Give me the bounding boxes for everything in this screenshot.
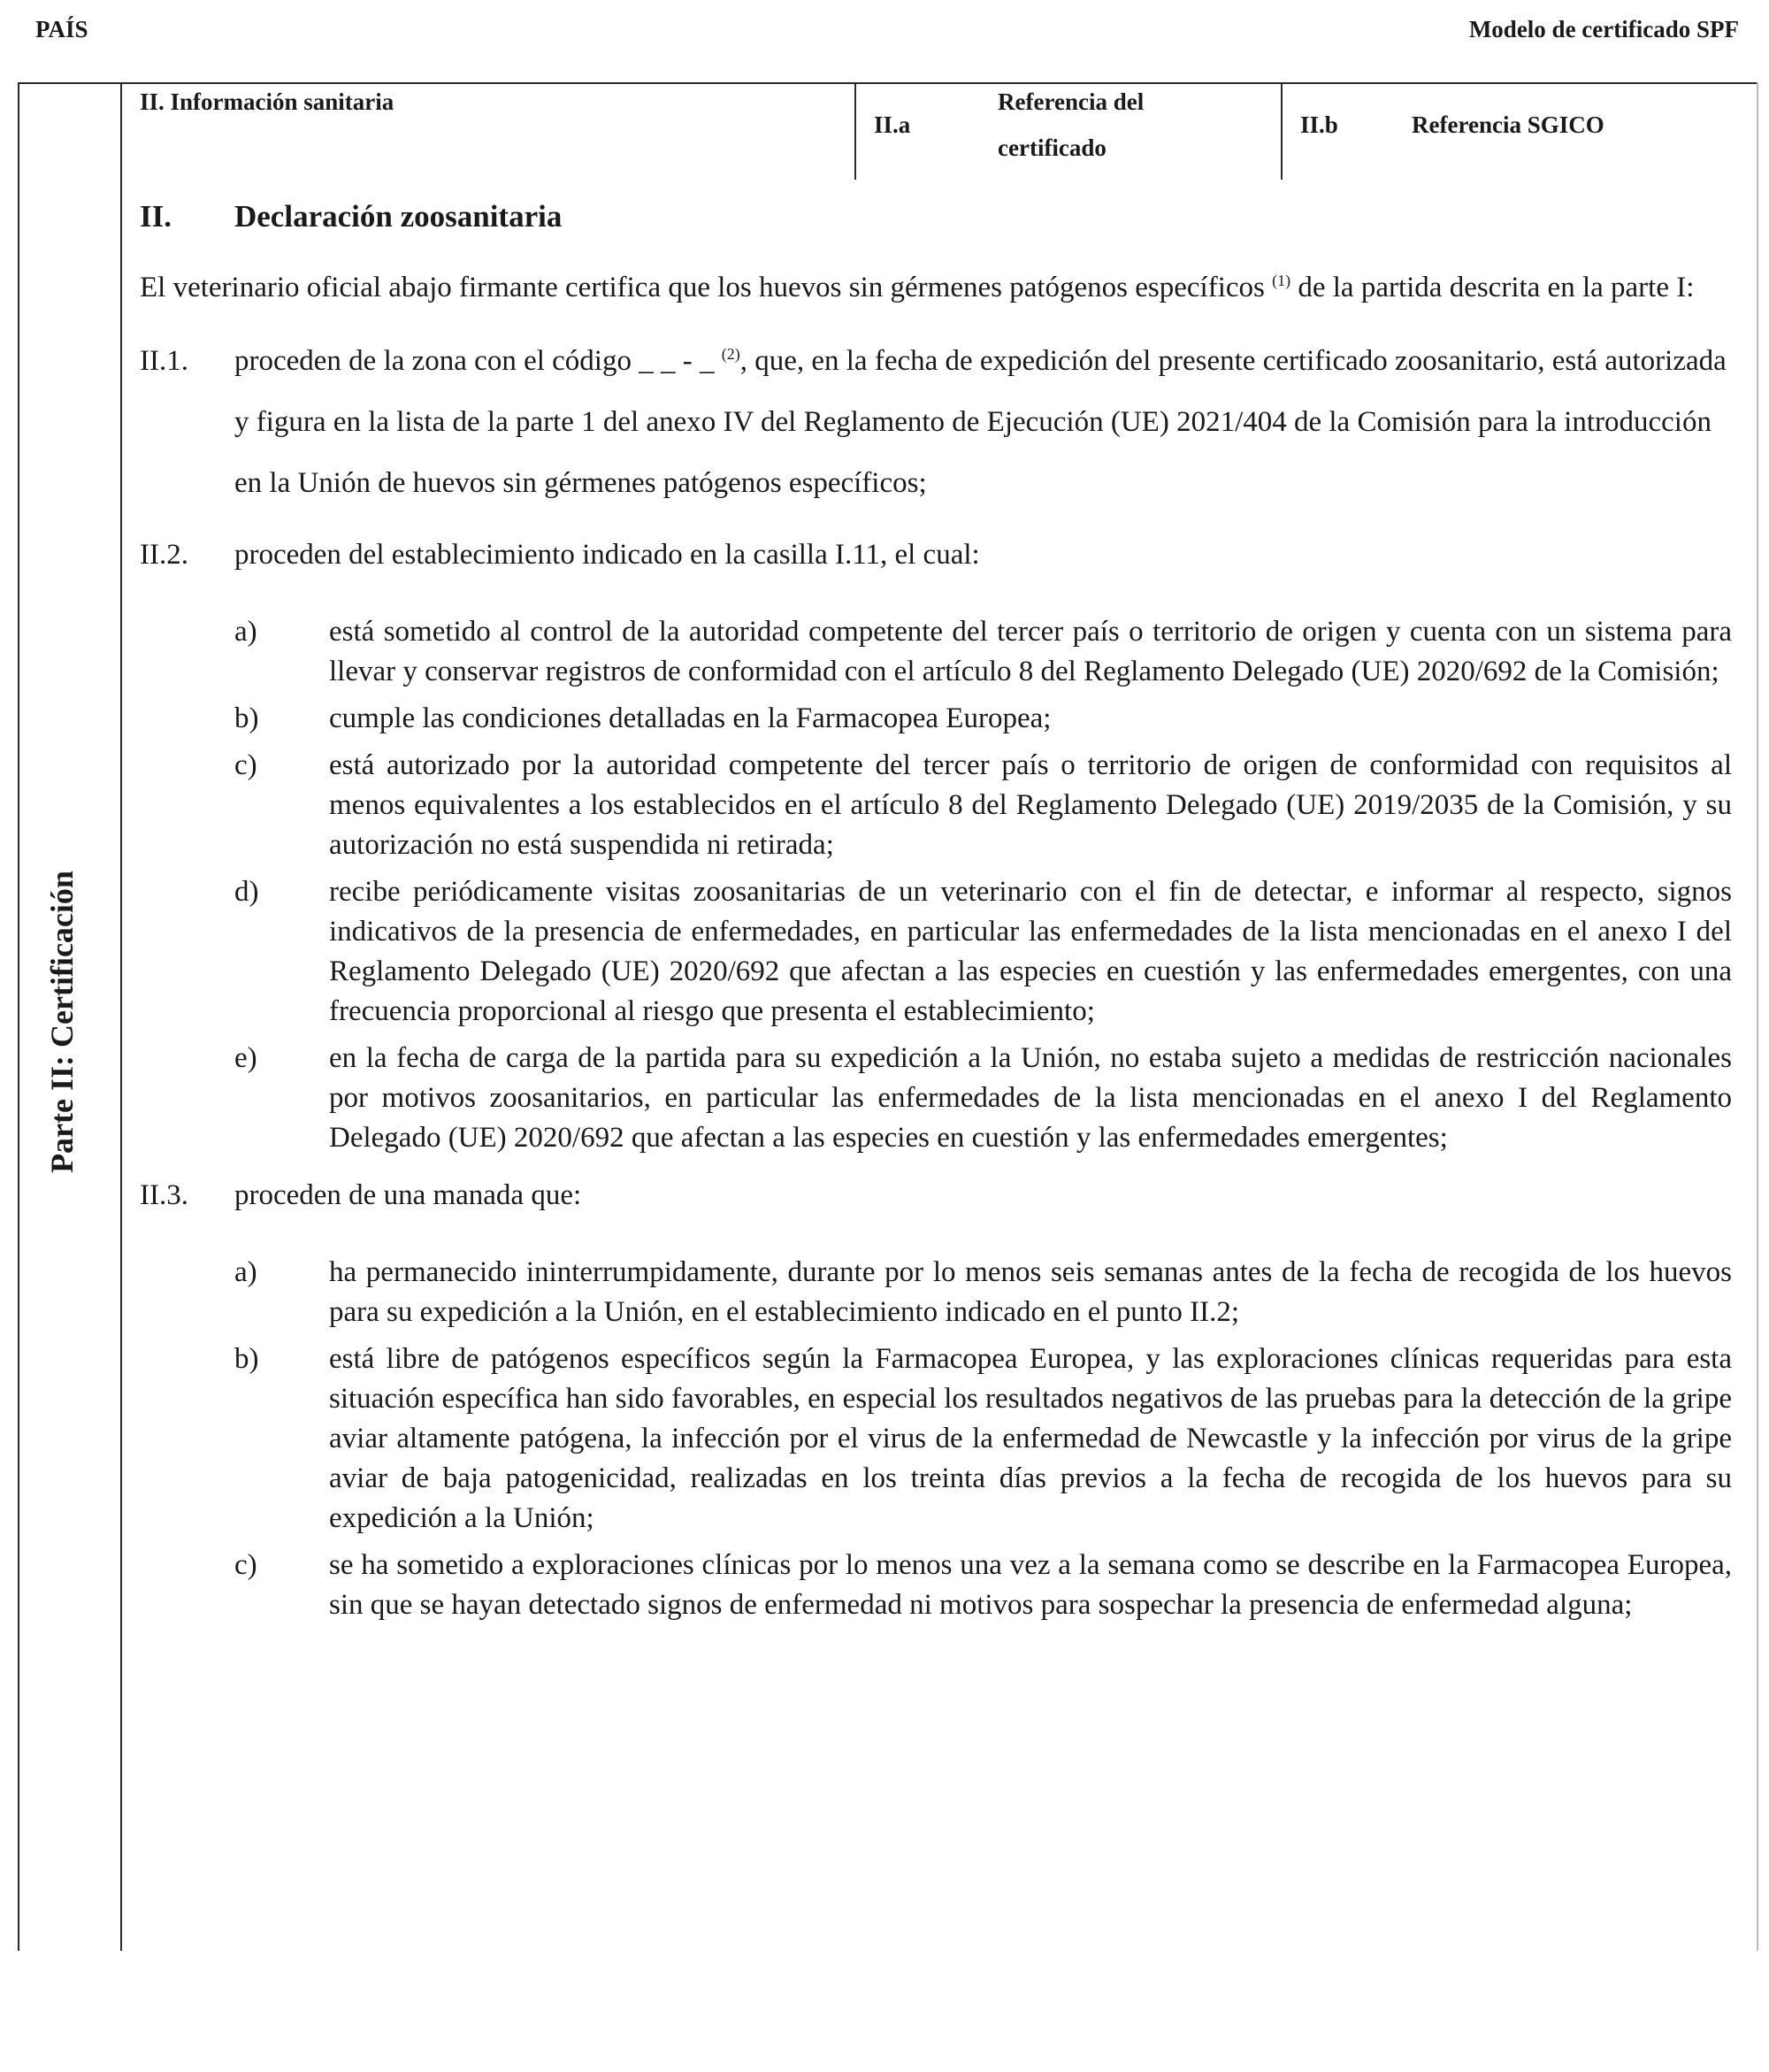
frame-left-line [18, 82, 19, 1951]
footnote-ref-1: (1) [1272, 272, 1291, 289]
frame-top-line [18, 82, 1758, 84]
subclause-letter: a) [234, 1256, 257, 1288]
clause-ii-1 [140, 331, 1732, 514]
clause-text [234, 331, 1732, 514]
declaration-heading [140, 199, 1732, 234]
intro-text-b: de la partida descrita en la parte I: [1290, 272, 1695, 303]
clause-text-a: proceden de la zona con el código _ _ - _ [234, 345, 722, 377]
certificate-model-header: Modelo de certificado SPF [1468, 16, 1739, 42]
clause-text-b: , que, en la fecha de expedición del presente certificado zoosanitario, está autorizada y figura en la lista de la parte 1 del anexo IV del Reglamento de Ejecución (UE) 2021/404 de la Comisión para la introducción en la Unión de huevos sin gérmenes patógenos específicos; [234, 345, 1727, 499]
clause-text: proceden de una manada que: [234, 1179, 582, 1211]
country-header: PAÍS [35, 16, 88, 42]
subclause-text: se ha sometido a exploraciones clínicas por lo menos una vez a la semana como se describe en la Farmacopea Europea, sin que se hayan detectado signos de enfermedad ni motivos para sospechar la presencia de enfermedad alguna; [329, 1549, 1732, 1621]
declaration-number: II. [140, 199, 172, 234]
cell-divider-2 [1281, 82, 1283, 180]
subclause-text: recibe periódicamente visitas zoosanitarias de un veterinario con el fin de detectar, e informar al respecto, signos indicativos de la presencia de enfermedades, en particular las enfermedades de la lista mencionadas en el anexo I del Reglamento Delegado (UE) 2020/692 que afectan a las especies en cuestión y las enfermedades emergentes, con una frecuencia proporcional al riesgo que presenta el establecimiento; [329, 876, 1732, 1027]
subclause-ii-2-c [234, 746, 1732, 865]
subclause-ii-2-e [234, 1039, 1732, 1158]
clause-ii-3 [140, 1165, 1732, 1226]
subclause-letter: e) [234, 1042, 257, 1074]
clause-number: II.3. [140, 1179, 188, 1211]
ref-cert-label-line2: certificado [998, 134, 1107, 161]
subclause-ii-3-c [234, 1546, 1732, 1625]
subclause-letter: c) [234, 749, 257, 781]
subclause-text: cumple las condiciones detalladas en la Farmacopea Europea; [329, 702, 1052, 734]
subclause-ii-3-a [234, 1253, 1732, 1332]
subclause-ii-3-b [234, 1339, 1732, 1539]
declaration-body [140, 199, 1732, 1632]
declaration-intro [140, 257, 1732, 318]
declaration-title: Declaración zoosanitaria [234, 199, 563, 234]
subclause-ii-2-b [234, 699, 1732, 739]
ref-sgico-code: II.b [1300, 111, 1338, 138]
clause-number: II.1. [140, 345, 188, 377]
subclause-letter: b) [234, 1343, 259, 1375]
side-column-divider [120, 82, 122, 1951]
subclause-letter: c) [234, 1549, 257, 1581]
frame-right-line [1757, 82, 1758, 1951]
intro-text-a: El veterinario oficial abajo firmante certifica que los huevos sin gérmenes patógenos específicos [140, 272, 1273, 303]
section-title: II. Información sanitaria [140, 88, 394, 115]
clause-ii-2 [140, 525, 1732, 586]
subclause-text: está libre de patógenos específicos según la Farmacopea Europea, y las exploraciones clínicas requeridas para esta situación específica han sido favorables, en especial los resultados negativos de las pruebas para la detección de la gripe aviar altamente patógena, la infección por el virus de la enfermedad de Newcastle y la infección por virus de la gripe aviar de baja patogenicidad, realizadas en los treinta días previos a la fecha de recogida de los huevos para su expedición a la Unión; [329, 1343, 1732, 1534]
subclause-letter: b) [234, 702, 259, 734]
subclause-letter: d) [234, 876, 259, 908]
subclause-text: en la fecha de carga de la partida para su expedición a la Unión, no estaba sujeto a medidas de restricción nacionales por motivos zoosanitarios, en particular las enfermedades de la lista mencionadas en el anexo I del Reglamento Delegado (UE) 2020/692 que afectan a las especies en cuestión y las enfermedades emergentes; [329, 1042, 1732, 1154]
subclause-letter: a) [234, 616, 257, 648]
subclause-text: está sometido al control de la autoridad competente del tercer país o territorio de origen y cuenta con un sistema para llevar y conservar registros de conformidad con el artículo 8 del Reglamento Delegado (UE) 2020/692 de la Comisión; [329, 616, 1732, 687]
subclause-ii-2-a [234, 612, 1732, 692]
clause-text: proceden del establecimiento indicado en la casilla I.11, el cual: [234, 539, 980, 571]
subclause-ii-2-d [234, 872, 1732, 1032]
ref-cert-label-line1: Referencia del [998, 88, 1145, 115]
part-label: Parte II: Certificación [44, 871, 80, 1173]
subclause-text: ha permanecido ininterrumpidamente, durante por lo menos seis semanas antes de la fecha de recogida de los huevos para su expedición a la Unión, en el establecimiento indicado en el punto II.2; [329, 1256, 1732, 1328]
ref-cert-code: II.a [874, 111, 911, 138]
cell-divider-1 [854, 82, 856, 180]
subclause-text: está autorizado por la autoridad competente del tercer país o territorio de origen de conformidad con requisitos al menos equivalentes a los establecidos en el artículo 8 del Reglamento Delegado (UE) 2019/2035 de la Comisión, y su autorización no está suspendida ni retirada; [329, 749, 1732, 861]
ref-sgico-label: Referencia SGICO [1412, 111, 1604, 138]
clause-number: II.2. [140, 539, 188, 571]
footnote-ref-2: (2) [721, 345, 740, 363]
